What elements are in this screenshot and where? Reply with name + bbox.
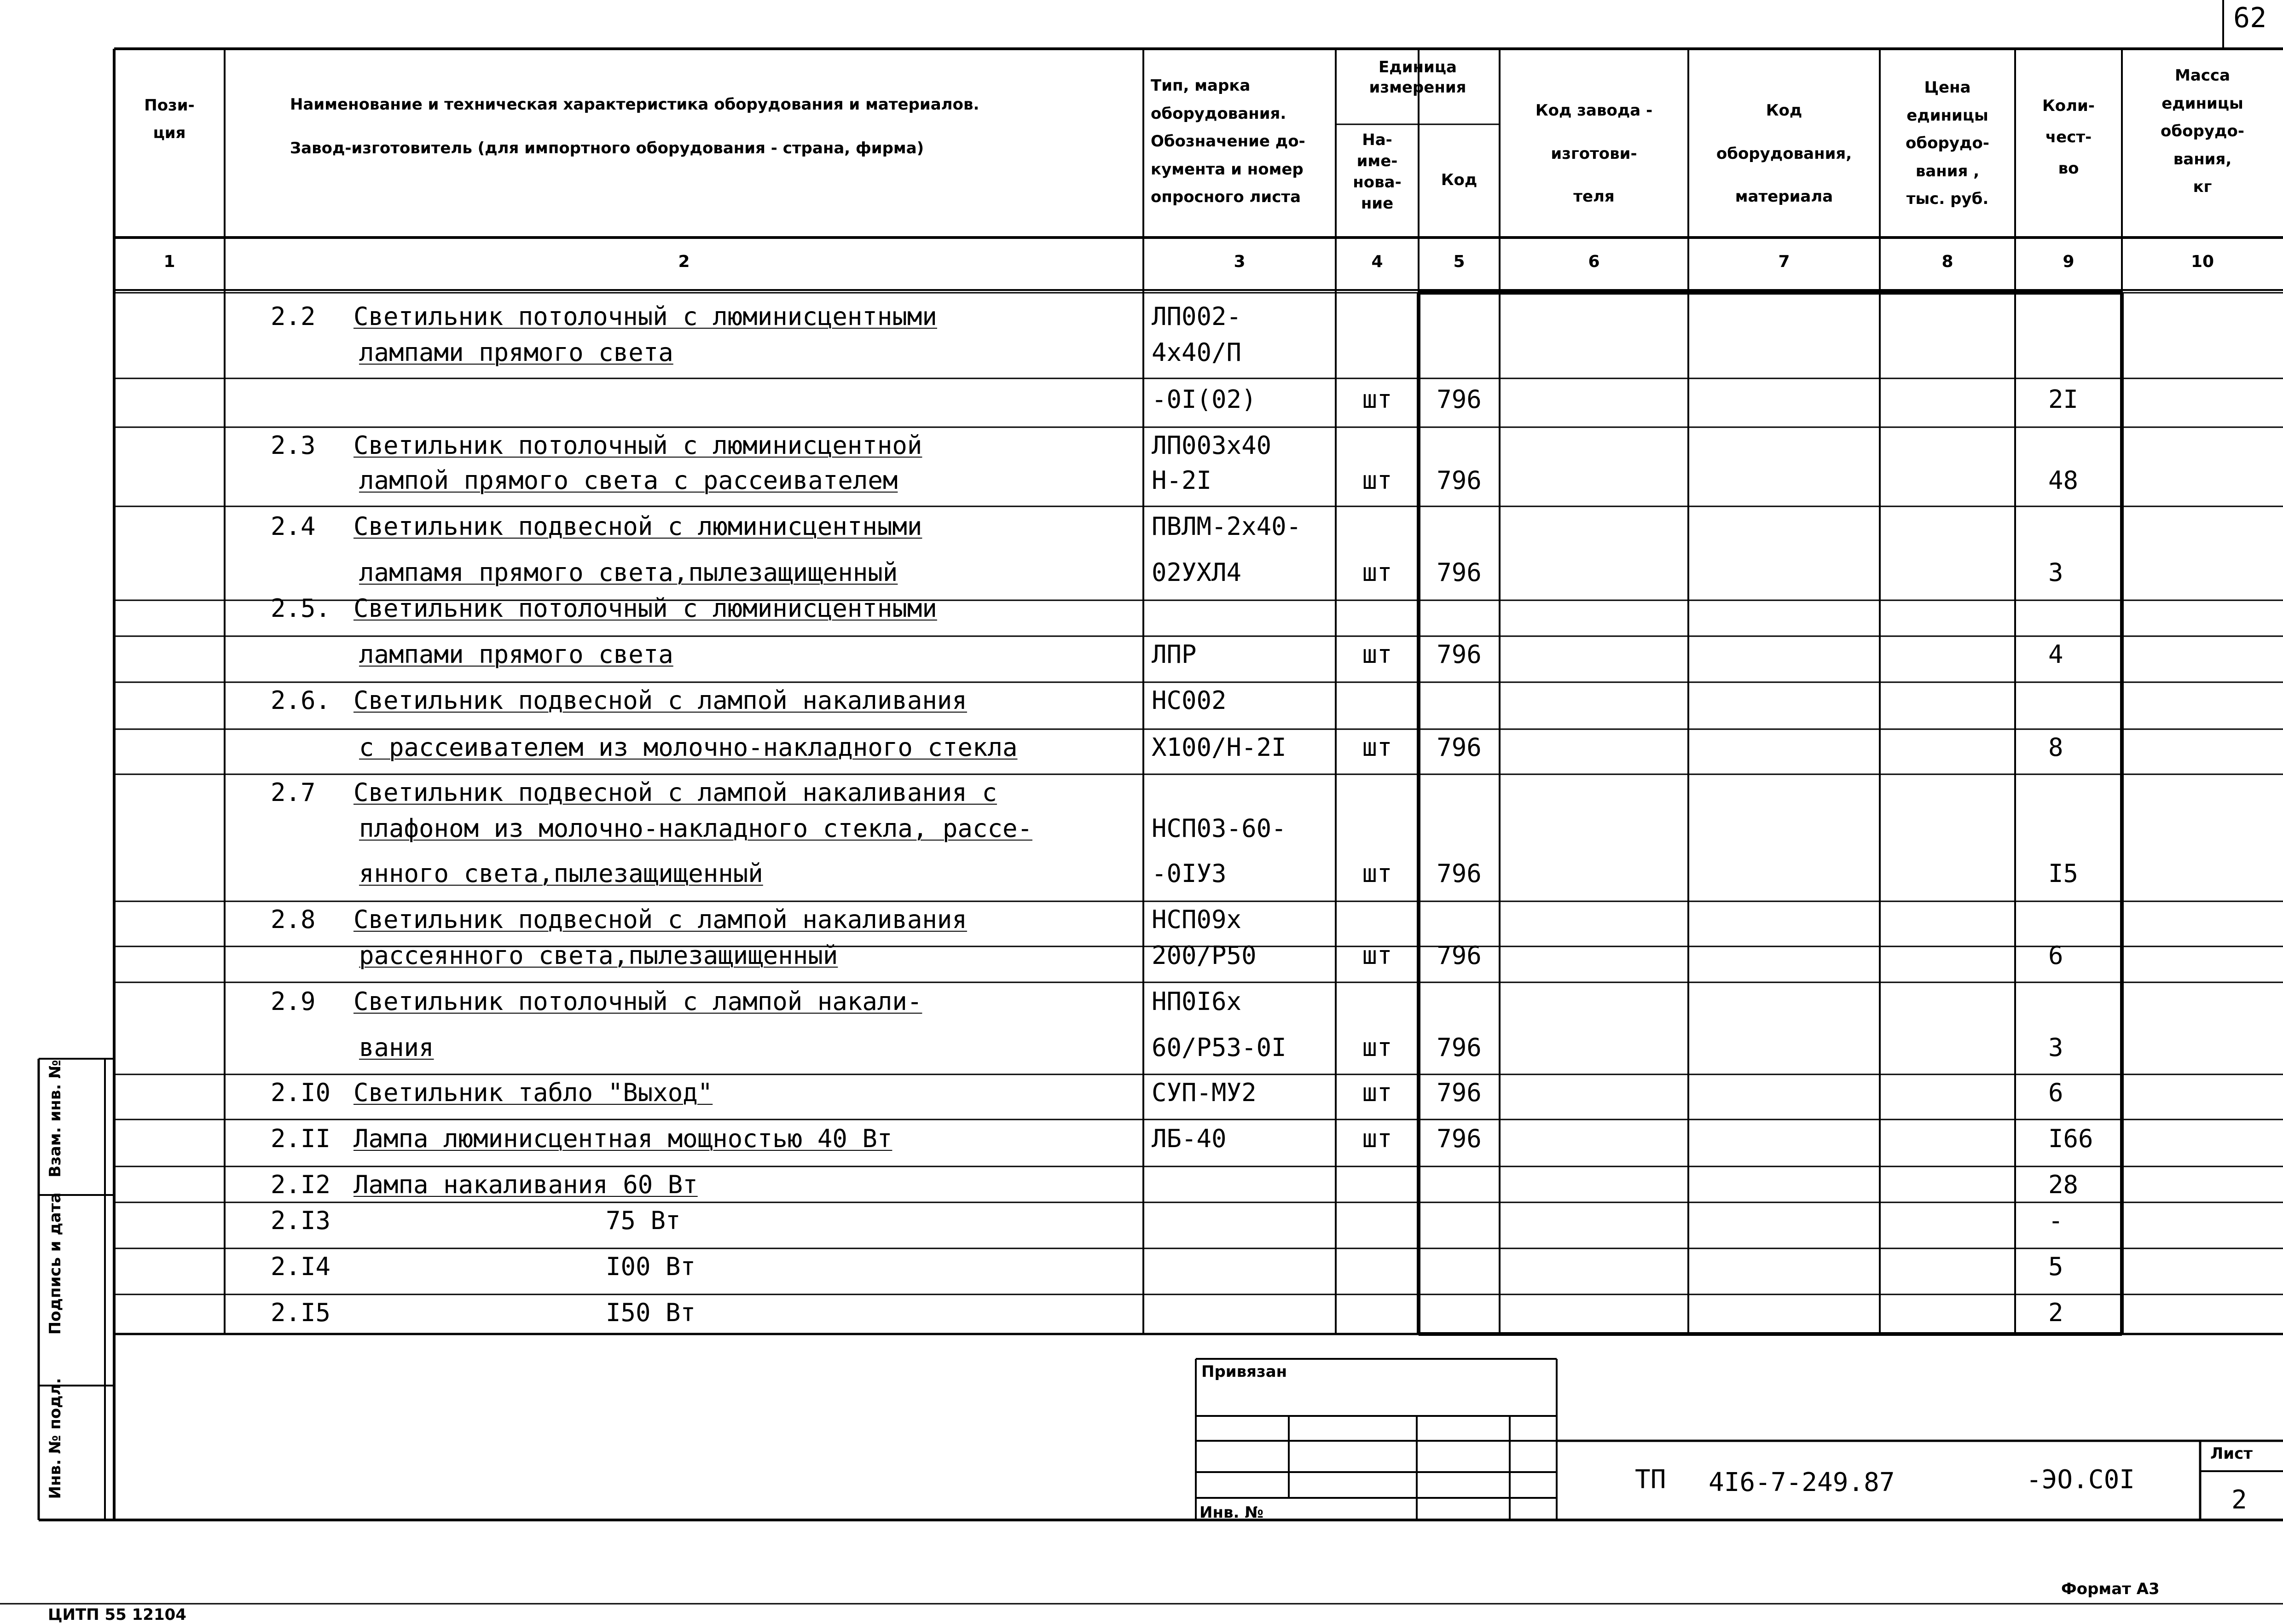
row-quantity: I66 <box>2048 1124 2093 1153</box>
row-unit-code: 796 <box>1437 941 1482 970</box>
row-unit: шт <box>1362 385 1392 414</box>
row-quantity: 6 <box>2048 1078 2063 1107</box>
row-type: ПВЛМ-2х40- <box>1152 512 1302 541</box>
row-name: Лампа накаливания 60 Вт <box>353 1170 698 1199</box>
row-unit-code: 796 <box>1437 640 1482 669</box>
row-name: I00 Вт <box>606 1252 696 1281</box>
row-position: 2.II <box>271 1124 331 1153</box>
corner-sheet-number: 62 <box>2233 2 2267 34</box>
row-type: 4х40/П <box>1152 338 1242 367</box>
row-type: СУП-МУ2 <box>1152 1078 1257 1107</box>
row-name: Лампа люминисцентная мощностью 40 Вт <box>353 1124 892 1153</box>
row-unit: шт <box>1362 941 1392 970</box>
row-unit: шт <box>1362 1078 1392 1107</box>
row-name: Светильник подвесной с лампой накаливания с <box>353 778 997 807</box>
row-position: 2.9 <box>271 987 316 1016</box>
row-type: ЛП003х40 <box>1152 431 1272 460</box>
column-number-9: 9 <box>2063 252 2074 271</box>
row-name: Светильник табло "Выход" <box>353 1078 713 1107</box>
row-type: НС002 <box>1152 686 1227 715</box>
side-label-podpis-data: Подпись и дата <box>46 1192 64 1335</box>
row-unit-code: 796 <box>1437 466 1482 495</box>
sheet-label: Лист <box>2210 1444 2253 1463</box>
row-name: с рассеивателем из молочно-накладного стекла <box>359 733 1018 762</box>
row-name: плафоном из молочно-накладного стекла, рассе- <box>359 814 1032 843</box>
stamp-inv-no: Инв. № <box>1199 1503 1264 1522</box>
row-type: НСП03-60- <box>1152 814 1286 843</box>
row-name: Светильник потолочный с лампой накали- <box>353 987 922 1016</box>
format-label: Формат А3 <box>2061 1580 2160 1598</box>
row-type: -0I(02) <box>1152 385 1257 414</box>
row-unit-code: 796 <box>1437 733 1482 762</box>
row-type: ЛП002- <box>1152 302 1242 331</box>
doc-code: 4I6-7-249.87 <box>1709 1467 1895 1497</box>
header-col-unit-code: Код <box>1441 171 1478 189</box>
row-name: лампой прямого света с рассеивателем <box>359 466 898 495</box>
row-position: 2.5. <box>271 594 331 623</box>
column-number-6: 6 <box>1588 252 1600 271</box>
row-type: -0IУ3 <box>1152 859 1227 888</box>
row-position: 2.I4 <box>271 1252 331 1281</box>
row-unit: шт <box>1362 859 1392 888</box>
column-number-8: 8 <box>1941 252 1953 271</box>
column-number-2: 2 <box>678 252 690 271</box>
header-col-mass: Масса единицы оборудо- вания, кг <box>2161 66 2244 197</box>
row-name: Светильник подвесной с лампой накаливания <box>353 905 967 934</box>
row-name: Светильник подвесной с люминисцентными <box>353 512 922 541</box>
row-name: I50 Вт <box>606 1298 696 1327</box>
row-quantity: 6 <box>2048 941 2063 970</box>
row-type: ЛПР <box>1152 640 1197 669</box>
row-name: Светильник потолочный с люминисцентными <box>353 302 937 331</box>
row-position: 2.6. <box>271 686 331 715</box>
row-type: 200/Р50 <box>1152 941 1257 970</box>
header-col-quantity: Коли- чест- во <box>2042 97 2095 178</box>
row-unit: шт <box>1362 558 1392 587</box>
row-unit-code: 796 <box>1437 1124 1482 1153</box>
row-type: Н-2I <box>1152 466 1212 495</box>
doc-tp: ТП <box>1635 1465 1666 1495</box>
header-col-position: Пози- ция <box>144 96 195 142</box>
row-quantity: 5 <box>2048 1252 2063 1281</box>
row-quantity: 4 <box>2048 640 2063 669</box>
header-col-price: Цена единицы оборудо- вания , тыс. руб. <box>1906 78 1989 209</box>
row-position: 2.7 <box>271 778 316 807</box>
row-unit-code: 796 <box>1437 1033 1482 1062</box>
row-position: 2.I5 <box>271 1298 331 1327</box>
row-unit-code: 796 <box>1437 1078 1482 1107</box>
row-unit-code: 796 <box>1437 558 1482 587</box>
column-number-10: 10 <box>2190 252 2214 271</box>
side-label-inv-podl: Инв. № подл. <box>46 1378 64 1499</box>
row-unit: шт <box>1362 733 1392 762</box>
row-type: НСП09х <box>1152 905 1242 934</box>
row-quantity: 28 <box>2048 1170 2079 1199</box>
row-quantity: 3 <box>2048 1033 2063 1062</box>
column-number-7: 7 <box>1778 252 1790 271</box>
header-col-name: Наименование и техническая характеристика оборудования и материалов. Завод-изготовитель (для импортного оборудования - страна, фирма) <box>290 95 979 158</box>
header-col-unit-group: Единица измерения <box>1369 58 1466 97</box>
row-position: 2.3 <box>271 431 316 460</box>
row-name: вания <box>359 1033 434 1062</box>
row-type: 02УХЛ4 <box>1152 558 1242 587</box>
row-type: ЛБ-40 <box>1152 1124 1227 1153</box>
side-label-vzam-inv: Взам. инв. № <box>46 1060 64 1177</box>
row-position: 2.I0 <box>271 1078 331 1107</box>
row-quantity: 2 <box>2048 1298 2063 1327</box>
row-position: 2.I2 <box>271 1170 331 1199</box>
row-name: Светильник потолочный с люминисцентными <box>353 594 937 623</box>
row-quantity: 2I <box>2048 385 2079 414</box>
column-number-4: 4 <box>1371 252 1383 271</box>
row-unit-code: 796 <box>1437 385 1482 414</box>
row-name: янного света,пылезащищенный <box>359 859 763 888</box>
row-position: 2.4 <box>271 512 316 541</box>
row-unit: шт <box>1362 1124 1392 1153</box>
row-name: лампами прямого света <box>359 640 673 669</box>
row-unit: шт <box>1362 640 1392 669</box>
header-col-unit-name: На- име- нова- ние <box>1353 131 1402 213</box>
row-unit-code: 796 <box>1437 859 1482 888</box>
row-type: НП0I6х <box>1152 987 1242 1016</box>
header-col-type: Тип, марка оборудования. Обозначение до- кумента и номер опросного листа <box>1151 76 1305 207</box>
stamp-privyazan: Привязан <box>1201 1363 1287 1381</box>
row-quantity: 48 <box>2048 466 2079 495</box>
row-name: Светильник подвесной с лампой накаливания <box>353 686 967 715</box>
row-position: 2.8 <box>271 905 316 934</box>
row-quantity: I5 <box>2048 859 2079 888</box>
row-unit: шт <box>1362 1033 1392 1062</box>
row-name: 75 Вт <box>606 1206 681 1235</box>
row-quantity: 3 <box>2048 558 2063 587</box>
row-name: Светильник потолочный с люминисцентной <box>353 431 922 460</box>
column-number-1: 1 <box>163 252 175 271</box>
row-position: 2.2 <box>271 302 316 331</box>
row-unit: шт <box>1362 466 1392 495</box>
org-code: ЦИТП 55 12104 <box>48 1606 186 1624</box>
row-name: лампами прямого света <box>359 338 673 367</box>
column-number-5: 5 <box>1453 252 1465 271</box>
row-position: 2.I3 <box>271 1206 331 1235</box>
row-quantity: - <box>2048 1206 2063 1235</box>
header-col-factory-code: Код завода - изготови- теля <box>1535 101 1653 206</box>
column-number-3: 3 <box>1234 252 1246 271</box>
row-type: Х100/Н-2I <box>1152 733 1286 762</box>
row-name: лампамя прямого света,пылезащищенный <box>359 558 898 587</box>
row-type: 60/Р53-0I <box>1152 1033 1286 1062</box>
doc-suffix: -ЭО.С0I <box>2026 1465 2135 1495</box>
header-col-equipment-code: Код оборудования, материала <box>1716 101 1852 206</box>
row-name: рассеянного света,пылезащищенный <box>359 941 838 970</box>
sheet-value: 2 <box>2231 1485 2247 1515</box>
row-quantity: 8 <box>2048 733 2063 762</box>
